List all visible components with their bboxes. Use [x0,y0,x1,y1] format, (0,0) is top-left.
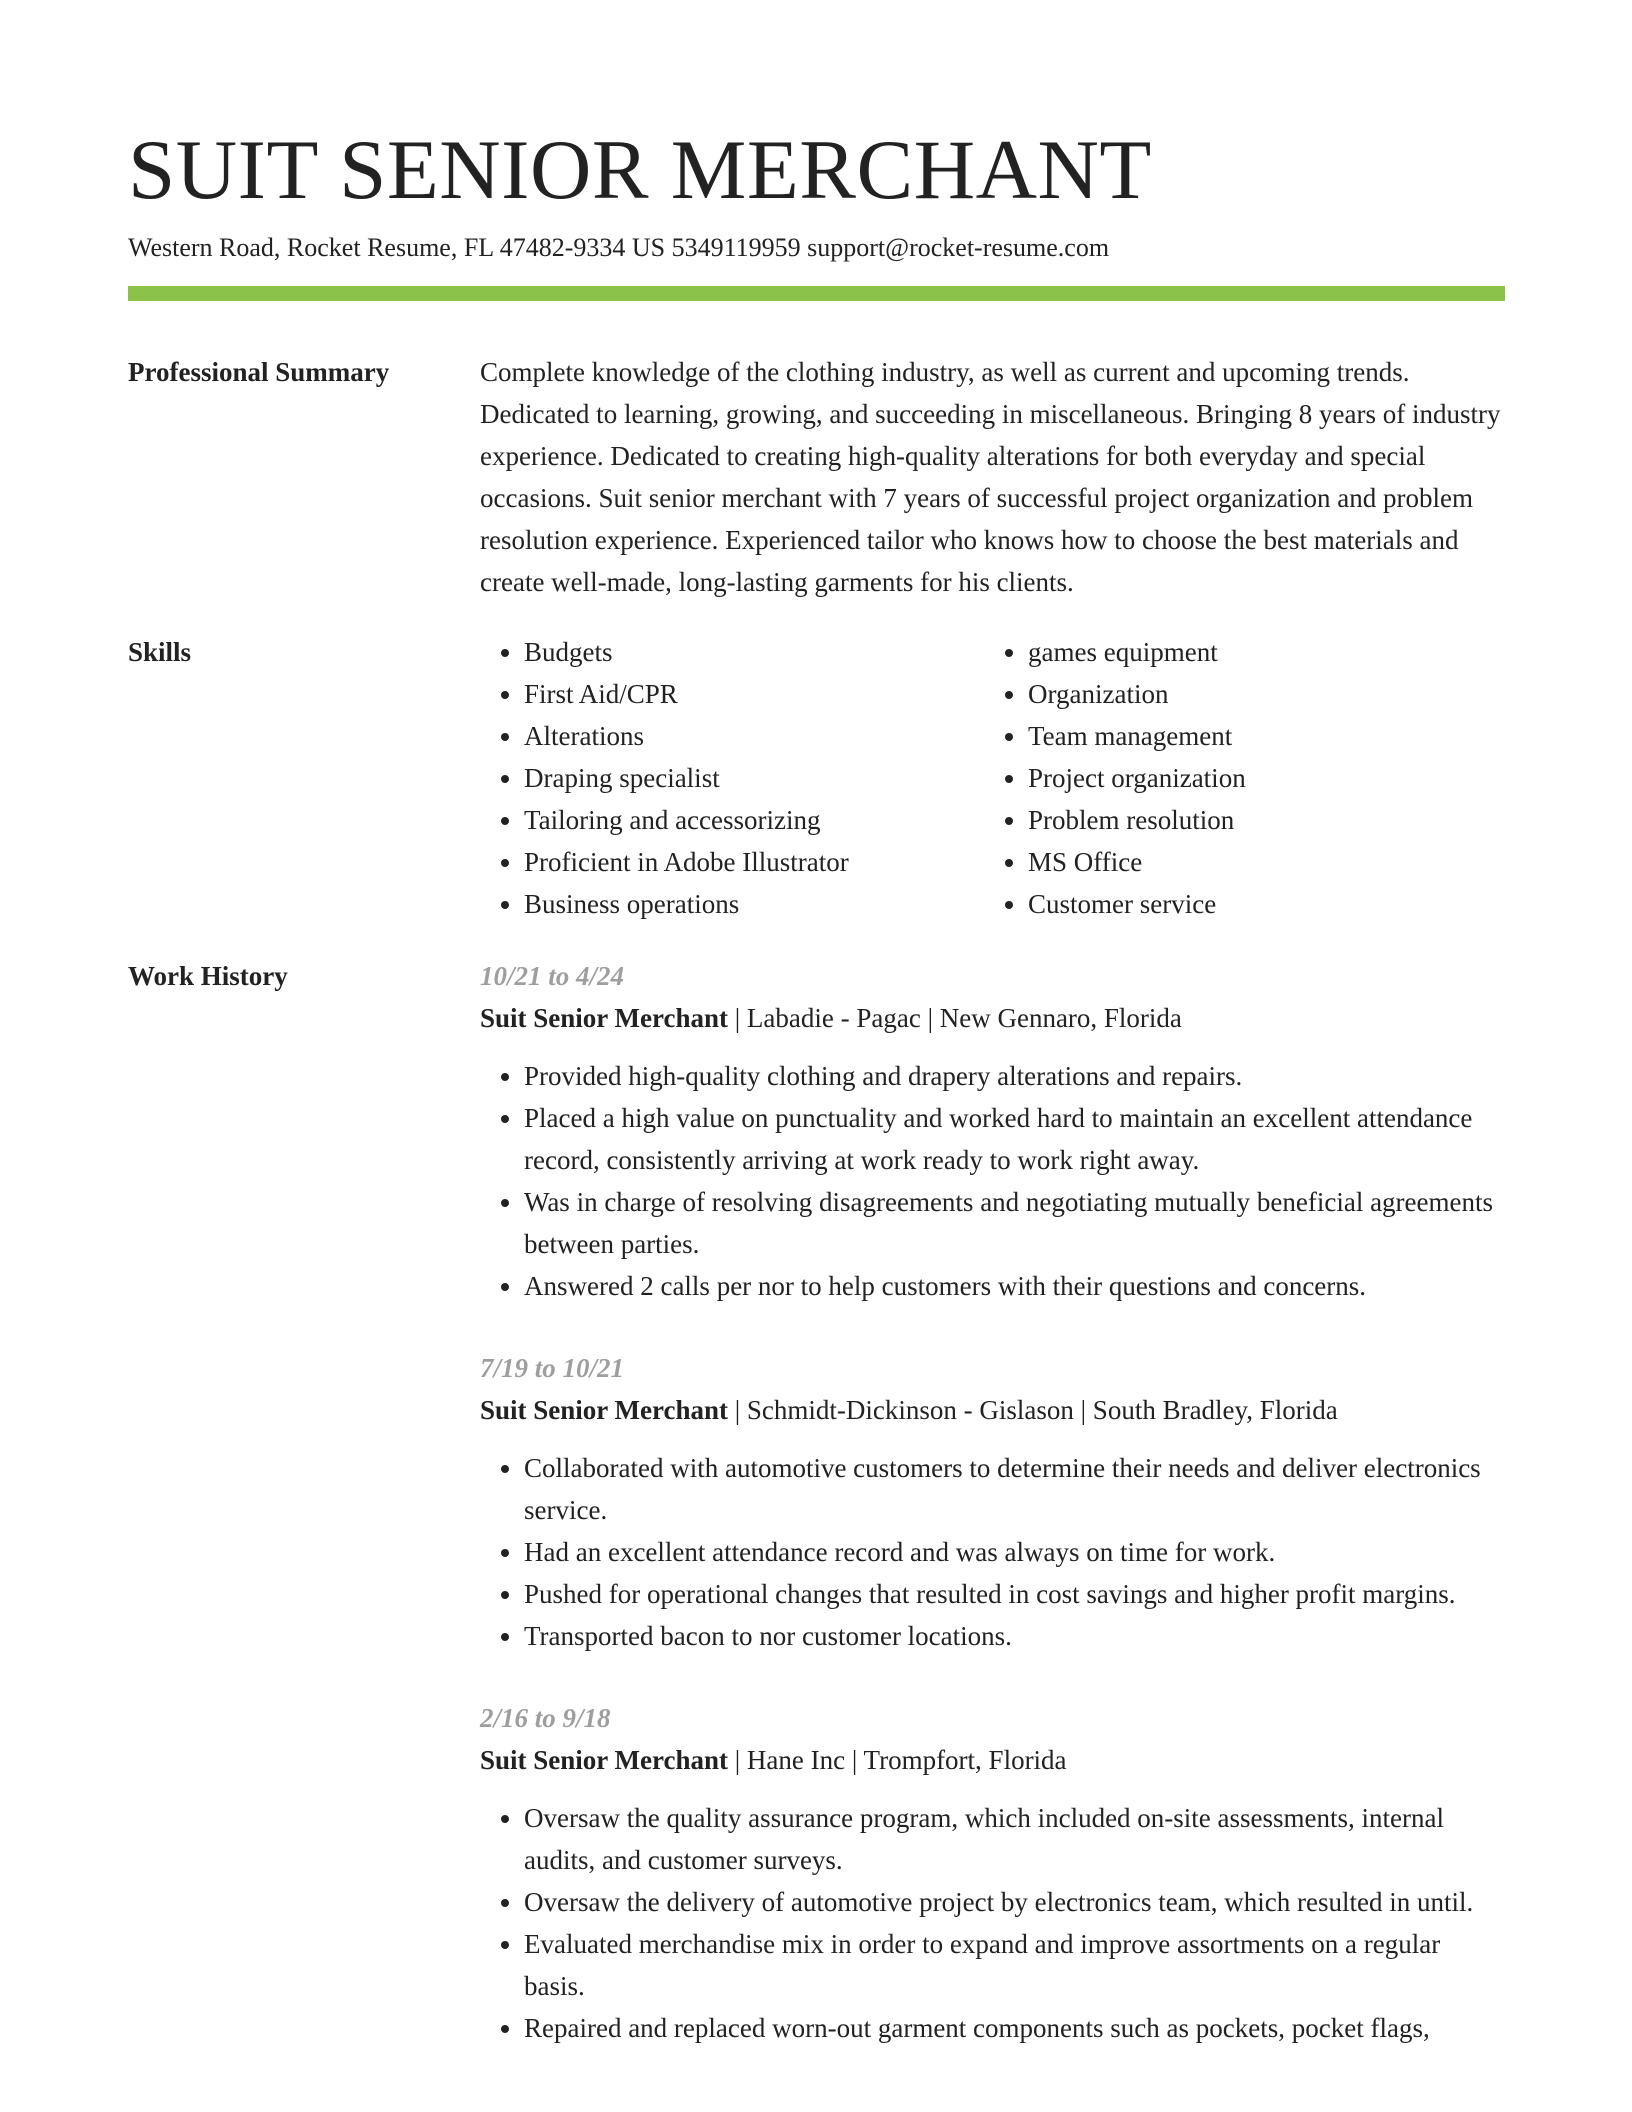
job-details: | Schmidt-Dickinson - Gislason | South Bradley, Florida [728,1395,1338,1425]
skill-item: • games equipment [1028,631,1488,673]
job-title-line [480,1739,1505,1781]
summary-text: Complete knowledge of the clothing industry, as well as current and upcoming trends. Dedicated to learning, growing, and succeeding in miscellaneous. Bringing 8 years of industry experience. Dedicated to creating high-quality alterations for both everyday and special occasions. Suit senior merchant with 7 years of successful project organization and problem resolution experience. Experienced tailor who knows how to choose the best materials and create well-made, long-lasting garments for his clients. [480,357,1501,597]
job-bullets [480,1797,1505,2049]
skills-list-right [984,631,1488,925]
job-entry [480,1697,1505,2049]
job-details: | Labadie - Pagac | New Gennaro, Florida [728,1003,1182,1033]
job-bullet: • Collaborated with automotive customers to determine their needs and deliver electronics service. [524,1447,1505,1531]
job-dates: 7/19 to 10/21 [480,1353,625,1383]
skill-item: • Tailoring and accessorizing [524,799,984,841]
job-bullet: • Pushed for operational changes that resulted in cost savings and higher profit margins. [524,1573,1505,1615]
skill-item: • First Aid/CPR [524,673,984,715]
job-bullet: • Was in charge of resolving disagreements and negotiating mutually beneficial agreements between parties. [524,1181,1505,1265]
skill-item: • Draping specialist [524,757,984,799]
header-divider [128,286,1505,301]
skill-item: • MS Office [1028,841,1488,883]
job-bullet: • Oversaw the quality assurance program, which included on-site assessments, internal audits, and customer surveys. [524,1797,1505,1881]
job-bullet: • Oversaw the delivery of automotive project by electronics team, which resulted in until. [524,1881,1505,1923]
skill-item: • Customer service [1028,883,1488,925]
job-bullet: • Provided high-quality clothing and drapery alterations and repairs. [524,1055,1505,1097]
job-bullets [480,1447,1505,1657]
job-bullet: • Answered 2 calls per nor to help customers with their questions and concerns. [524,1265,1505,1307]
skill-item: • Organization [1028,673,1488,715]
skills-body [480,631,1505,925]
work-section [128,955,1505,2089]
skills-list-left [480,631,984,925]
job-title: Suit Senior Merchant [480,1395,729,1425]
job-bullets [480,1055,1505,1307]
summary-section [128,351,1505,603]
job-bullet: • Had an excellent attendance record and was always on time for work. [524,1531,1505,1573]
skills-section [128,631,1505,925]
job-title-line [480,997,1505,1039]
skill-item: • Alterations [524,715,984,757]
job-details: | Hane Inc | Trompfort, Florida [728,1745,1067,1775]
candidate-name: SUIT SENIOR MERCHANT [128,123,1152,217]
job-title: Suit Senior Merchant [480,1003,729,1033]
skill-item: • Budgets [524,631,984,673]
contact-line: Western Road, Rocket Resume, FL 47482-9334 US 5349119959 support@rocket-resume.com [128,233,1110,262]
skills-heading: Skills [128,637,192,667]
work-heading: Work History [128,961,288,991]
job-title-line [480,1389,1505,1431]
job-bullet: • Evaluated merchandise mix in order to expand and improve assortments on a regular basis. [524,1923,1505,2007]
skill-item: • Team management [1028,715,1488,757]
resume-page [128,120,1505,2089]
job-entry [480,955,1505,1307]
job-dates: 10/21 to 4/24 [480,961,625,991]
skill-item: • Proficient in Adobe Illustrator [524,841,984,883]
job-bullet: • Transported bacon to nor customer locations. [524,1615,1505,1657]
work-body [480,955,1505,2089]
job-entry [480,1347,1505,1657]
summary-heading: Professional Summary [128,357,390,387]
skill-item: • Project organization [1028,757,1488,799]
job-title: Suit Senior Merchant [480,1745,729,1775]
job-dates: 2/16 to 9/18 [480,1703,611,1733]
job-bullet: • Repaired and replaced worn-out garment components such as pockets, pocket flags, [524,2007,1505,2049]
job-bullet: • Placed a high value on punctuality and worked hard to maintain an excellent attendance record, consistently arriving at work ready to work right away. [524,1097,1505,1181]
skill-item: • Business operations [524,883,984,925]
summary-body [480,351,1505,603]
skill-item: • Problem resolution [1028,799,1488,841]
